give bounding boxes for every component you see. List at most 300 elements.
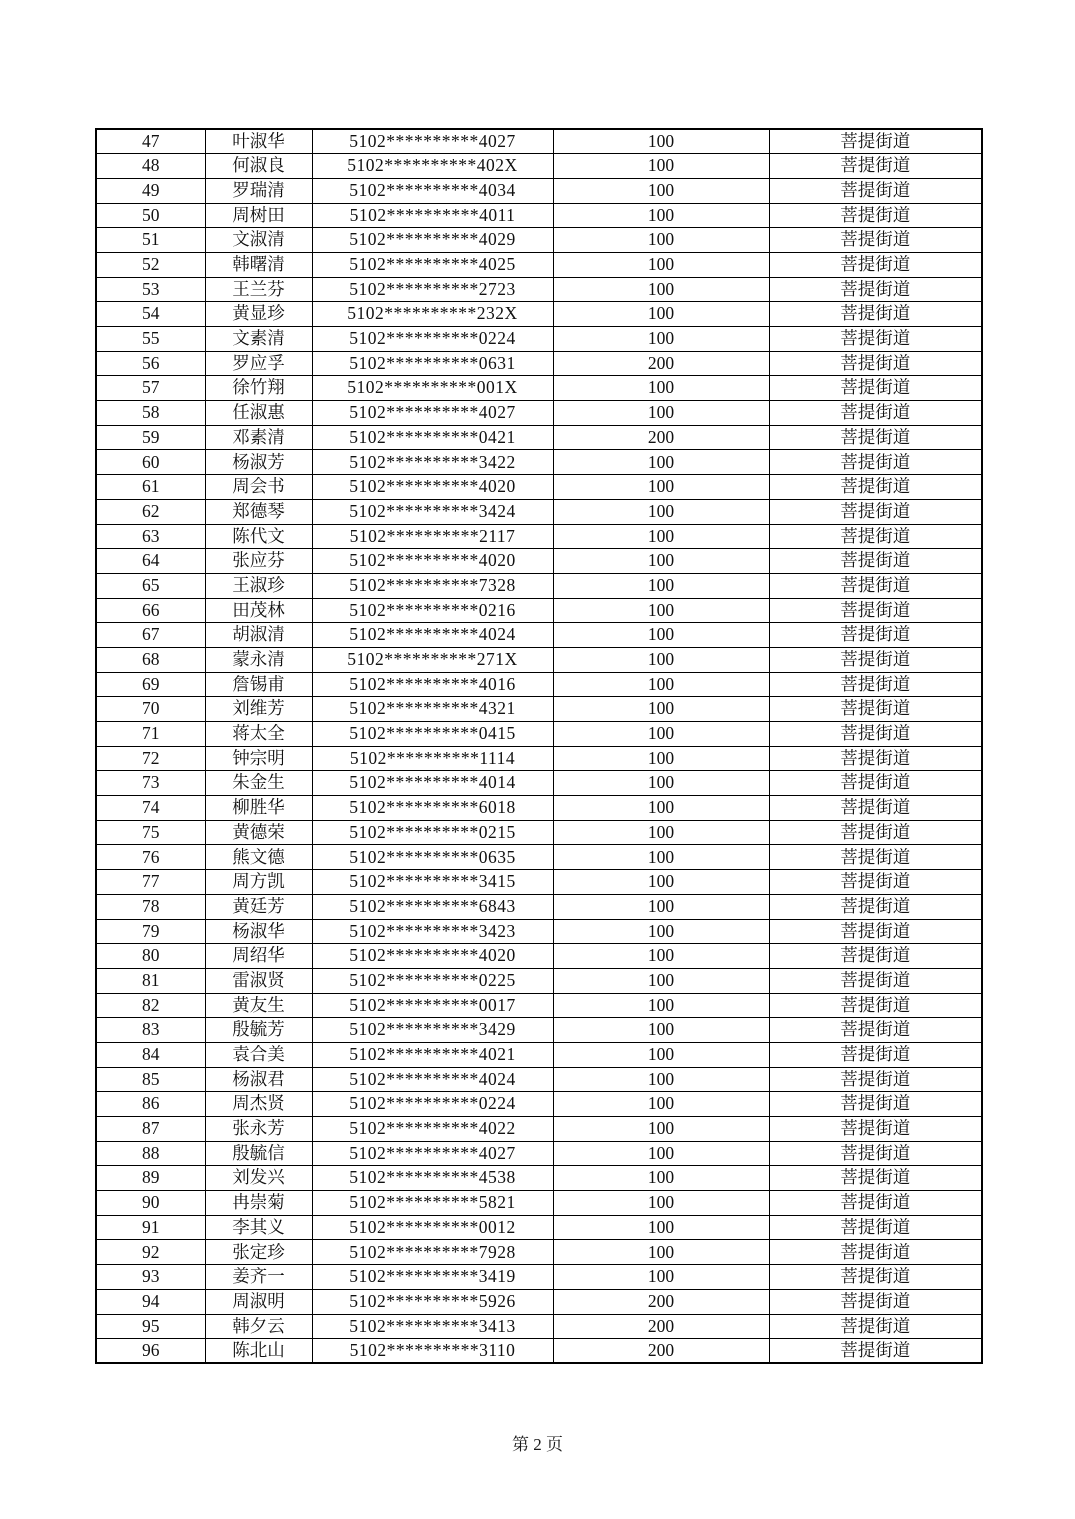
cell-id-number: 5102**********4029 (312, 228, 553, 253)
table-row (96, 672, 982, 697)
cell-row-number: 56 (96, 351, 205, 376)
cell-row-number: 78 (96, 894, 205, 919)
table-row (96, 178, 982, 203)
cell-street: 菩提街道 (769, 549, 982, 574)
cell-name: 张应芬 (205, 549, 312, 574)
table-row (96, 327, 982, 352)
cell-id-number: 5102**********4034 (312, 178, 553, 203)
cell-amount: 100 (553, 178, 769, 203)
cell-amount: 100 (553, 1215, 769, 1240)
cell-id-number: 5102**********3423 (312, 919, 553, 944)
cell-name: 胡淑清 (205, 623, 312, 648)
table-row (96, 401, 982, 426)
cell-name: 王兰芬 (205, 277, 312, 302)
cell-id-number: 5102**********3413 (312, 1314, 553, 1339)
cell-amount: 100 (553, 746, 769, 771)
cell-id-number: 5102**********0215 (312, 820, 553, 845)
cell-row-number: 88 (96, 1141, 205, 1166)
cell-name: 殷毓芳 (205, 1018, 312, 1043)
cell-id-number: 5102**********5821 (312, 1191, 553, 1216)
cell-street: 菩提街道 (769, 228, 982, 253)
cell-id-number: 5102**********2117 (312, 524, 553, 549)
table-row (96, 549, 982, 574)
cell-street: 菩提街道 (769, 919, 982, 944)
cell-id-number: 5102**********001X (312, 376, 553, 401)
cell-street: 菩提街道 (769, 771, 982, 796)
cell-street: 菩提街道 (769, 1191, 982, 1216)
cell-amount: 100 (553, 1166, 769, 1191)
cell-street: 菩提街道 (769, 573, 982, 598)
table-row (96, 351, 982, 376)
cell-name: 周绍华 (205, 944, 312, 969)
cell-amount: 100 (553, 302, 769, 327)
cell-amount: 100 (553, 1240, 769, 1265)
cell-street: 菩提街道 (769, 894, 982, 919)
table-body (96, 129, 982, 1363)
cell-street: 菩提街道 (769, 1265, 982, 1290)
table-row (96, 697, 982, 722)
cell-id-number: 5102**********3424 (312, 499, 553, 524)
cell-row-number: 62 (96, 499, 205, 524)
cell-amount: 100 (553, 1042, 769, 1067)
cell-name: 熊文德 (205, 845, 312, 870)
cell-amount: 100 (553, 228, 769, 253)
cell-id-number: 5102**********0017 (312, 993, 553, 1018)
cell-row-number: 90 (96, 1191, 205, 1216)
cell-amount: 100 (553, 771, 769, 796)
cell-street: 菩提街道 (769, 524, 982, 549)
cell-id-number: 5102**********4011 (312, 203, 553, 228)
cell-street: 菩提街道 (769, 623, 982, 648)
cell-street: 菩提街道 (769, 746, 982, 771)
cell-id-number: 5102**********0224 (312, 327, 553, 352)
cell-street: 菩提街道 (769, 647, 982, 672)
cell-id-number: 5102**********5926 (312, 1289, 553, 1314)
table-row (96, 1289, 982, 1314)
cell-name: 陈代文 (205, 524, 312, 549)
cell-id-number: 5102**********3422 (312, 450, 553, 475)
cell-amount: 100 (553, 968, 769, 993)
cell-amount: 100 (553, 1018, 769, 1043)
cell-street: 菩提街道 (769, 475, 982, 500)
cell-amount: 100 (553, 944, 769, 969)
table-row (96, 475, 982, 500)
cell-row-number: 59 (96, 425, 205, 450)
cell-amount: 100 (553, 524, 769, 549)
cell-name: 姜齐一 (205, 1265, 312, 1290)
cell-row-number: 49 (96, 178, 205, 203)
cell-street: 菩提街道 (769, 845, 982, 870)
cell-name: 何淑良 (205, 154, 312, 179)
cell-id-number: 5102**********0012 (312, 1215, 553, 1240)
cell-row-number: 68 (96, 647, 205, 672)
cell-row-number: 89 (96, 1166, 205, 1191)
cell-street: 菩提街道 (769, 203, 982, 228)
cell-name: 文素清 (205, 327, 312, 352)
cell-id-number: 5102**********4016 (312, 672, 553, 697)
cell-amount: 100 (553, 697, 769, 722)
table-row (96, 771, 982, 796)
cell-street: 菩提街道 (769, 376, 982, 401)
cell-street: 菩提街道 (769, 697, 982, 722)
table-row (96, 376, 982, 401)
cell-street: 菩提街道 (769, 944, 982, 969)
cell-row-number: 51 (96, 228, 205, 253)
cell-amount: 200 (553, 1314, 769, 1339)
cell-street: 菩提街道 (769, 968, 982, 993)
cell-id-number: 5102**********4321 (312, 697, 553, 722)
table-row (96, 203, 982, 228)
cell-row-number: 81 (96, 968, 205, 993)
table-row (96, 154, 982, 179)
cell-name: 黄友生 (205, 993, 312, 1018)
cell-id-number: 5102**********4024 (312, 623, 553, 648)
cell-name: 李其义 (205, 1215, 312, 1240)
table-row (96, 277, 982, 302)
cell-id-number: 5102**********4027 (312, 1141, 553, 1166)
table-row (96, 870, 982, 895)
cell-amount: 200 (553, 351, 769, 376)
cell-name: 黄显珍 (205, 302, 312, 327)
cell-name: 周方凯 (205, 870, 312, 895)
cell-street: 菩提街道 (769, 598, 982, 623)
cell-street: 菩提街道 (769, 1042, 982, 1067)
cell-id-number: 5102**********232X (312, 302, 553, 327)
cell-row-number: 92 (96, 1240, 205, 1265)
cell-row-number: 80 (96, 944, 205, 969)
cell-id-number: 5102**********0635 (312, 845, 553, 870)
cell-id-number: 5102**********0224 (312, 1092, 553, 1117)
cell-name: 杨淑君 (205, 1067, 312, 1092)
cell-name: 任淑惠 (205, 401, 312, 426)
table-row (96, 499, 982, 524)
cell-name: 黄廷芳 (205, 894, 312, 919)
cell-amount: 100 (553, 475, 769, 500)
table-row (96, 746, 982, 771)
cell-name: 叶淑华 (205, 129, 312, 154)
table-row (96, 944, 982, 969)
cell-amount: 100 (553, 820, 769, 845)
cell-name: 周淑明 (205, 1289, 312, 1314)
cell-id-number: 5102**********7928 (312, 1240, 553, 1265)
cell-id-number: 5102**********4025 (312, 252, 553, 277)
cell-row-number: 86 (96, 1092, 205, 1117)
cell-amount: 200 (553, 1339, 769, 1364)
table-row (96, 129, 982, 154)
cell-row-number: 50 (96, 203, 205, 228)
table-row (96, 1191, 982, 1216)
cell-row-number: 79 (96, 919, 205, 944)
cell-amount: 100 (553, 993, 769, 1018)
cell-name: 罗瑞清 (205, 178, 312, 203)
cell-row-number: 75 (96, 820, 205, 845)
cell-row-number: 76 (96, 845, 205, 870)
cell-id-number: 5102**********3415 (312, 870, 553, 895)
cell-id-number: 5102**********6018 (312, 796, 553, 821)
cell-id-number: 5102**********271X (312, 647, 553, 672)
cell-name: 郑德琴 (205, 499, 312, 524)
cell-row-number: 70 (96, 697, 205, 722)
cell-amount: 100 (553, 894, 769, 919)
subsidy-list-table (95, 128, 983, 1364)
cell-name: 罗应孚 (205, 351, 312, 376)
table-row (96, 1042, 982, 1067)
cell-row-number: 60 (96, 450, 205, 475)
cell-street: 菩提街道 (769, 1314, 982, 1339)
cell-street: 菩提街道 (769, 672, 982, 697)
cell-id-number: 5102**********0225 (312, 968, 553, 993)
table-row (96, 1018, 982, 1043)
cell-street: 菩提街道 (769, 1018, 982, 1043)
cell-row-number: 84 (96, 1042, 205, 1067)
cell-id-number: 5102**********0216 (312, 598, 553, 623)
cell-name: 刘发兴 (205, 1166, 312, 1191)
cell-id-number: 5102**********4024 (312, 1067, 553, 1092)
cell-id-number: 5102**********4027 (312, 401, 553, 426)
cell-row-number: 61 (96, 475, 205, 500)
cell-id-number: 5102**********4538 (312, 1166, 553, 1191)
cell-row-number: 48 (96, 154, 205, 179)
cell-name: 黄德荣 (205, 820, 312, 845)
cell-row-number: 83 (96, 1018, 205, 1043)
cell-id-number: 5102**********3429 (312, 1018, 553, 1043)
cell-street: 菩提街道 (769, 1141, 982, 1166)
cell-row-number: 69 (96, 672, 205, 697)
cell-name: 蒙永清 (205, 647, 312, 672)
cell-amount: 100 (553, 1191, 769, 1216)
cell-name: 殷毓信 (205, 1141, 312, 1166)
cell-amount: 100 (553, 252, 769, 277)
table-row (96, 993, 982, 1018)
table-row (96, 1215, 982, 1240)
cell-street: 菩提街道 (769, 252, 982, 277)
cell-row-number: 96 (96, 1339, 205, 1364)
cell-street: 菩提街道 (769, 401, 982, 426)
table-row (96, 1339, 982, 1364)
cell-street: 菩提街道 (769, 327, 982, 352)
cell-row-number: 66 (96, 598, 205, 623)
cell-name: 杨淑华 (205, 919, 312, 944)
cell-row-number: 54 (96, 302, 205, 327)
cell-id-number: 5102**********3419 (312, 1265, 553, 1290)
cell-amount: 100 (553, 1141, 769, 1166)
cell-street: 菩提街道 (769, 129, 982, 154)
cell-row-number: 72 (96, 746, 205, 771)
cell-street: 菩提街道 (769, 1166, 982, 1191)
cell-id-number: 5102**********4022 (312, 1117, 553, 1142)
cell-name: 韩曙清 (205, 252, 312, 277)
cell-row-number: 71 (96, 722, 205, 747)
table-row (96, 573, 982, 598)
cell-amount: 100 (553, 549, 769, 574)
cell-id-number: 5102**********0415 (312, 722, 553, 747)
cell-amount: 100 (553, 203, 769, 228)
table-row (96, 1141, 982, 1166)
cell-amount: 100 (553, 647, 769, 672)
cell-id-number: 5102**********3110 (312, 1339, 553, 1364)
cell-row-number: 91 (96, 1215, 205, 1240)
cell-name: 韩夕云 (205, 1314, 312, 1339)
table-row (96, 1265, 982, 1290)
cell-street: 菩提街道 (769, 450, 982, 475)
cell-amount: 100 (553, 129, 769, 154)
table-row (96, 1240, 982, 1265)
cell-name: 周会书 (205, 475, 312, 500)
cell-street: 菩提街道 (769, 1289, 982, 1314)
cell-row-number: 73 (96, 771, 205, 796)
cell-name: 文淑清 (205, 228, 312, 253)
cell-amount: 100 (553, 401, 769, 426)
cell-amount: 100 (553, 845, 769, 870)
cell-id-number: 5102**********4021 (312, 1042, 553, 1067)
cell-name: 钟宗明 (205, 746, 312, 771)
table-row (96, 722, 982, 747)
cell-row-number: 52 (96, 252, 205, 277)
cell-street: 菩提街道 (769, 796, 982, 821)
cell-id-number: 5102**********4020 (312, 549, 553, 574)
cell-row-number: 63 (96, 524, 205, 549)
cell-amount: 100 (553, 1117, 769, 1142)
cell-row-number: 82 (96, 993, 205, 1018)
cell-amount: 100 (553, 870, 769, 895)
cell-name: 雷淑贤 (205, 968, 312, 993)
cell-street: 菩提街道 (769, 1215, 982, 1240)
cell-amount: 100 (553, 376, 769, 401)
cell-street: 菩提街道 (769, 820, 982, 845)
cell-street: 菩提街道 (769, 425, 982, 450)
table-row (96, 919, 982, 944)
cell-row-number: 64 (96, 549, 205, 574)
table-row (96, 524, 982, 549)
cell-id-number: 5102**********4027 (312, 129, 553, 154)
cell-row-number: 57 (96, 376, 205, 401)
cell-row-number: 53 (96, 277, 205, 302)
cell-id-number: 5102**********6843 (312, 894, 553, 919)
table-row (96, 1314, 982, 1339)
cell-row-number: 85 (96, 1067, 205, 1092)
cell-id-number: 5102**********4020 (312, 475, 553, 500)
cell-amount: 100 (553, 672, 769, 697)
table-row (96, 1092, 982, 1117)
cell-name: 周杰贤 (205, 1092, 312, 1117)
cell-row-number: 74 (96, 796, 205, 821)
cell-street: 菩提街道 (769, 277, 982, 302)
cell-id-number: 5102**********1114 (312, 746, 553, 771)
table-row (96, 647, 982, 672)
cell-name: 周树田 (205, 203, 312, 228)
cell-row-number: 87 (96, 1117, 205, 1142)
table-row (96, 968, 982, 993)
cell-id-number: 5102**********2723 (312, 277, 553, 302)
cell-name: 徐竹翔 (205, 376, 312, 401)
cell-id-number: 5102**********4020 (312, 944, 553, 969)
cell-id-number: 5102**********402X (312, 154, 553, 179)
cell-street: 菩提街道 (769, 302, 982, 327)
cell-amount: 100 (553, 277, 769, 302)
cell-name: 张定珍 (205, 1240, 312, 1265)
cell-amount: 200 (553, 425, 769, 450)
cell-name: 蒋太全 (205, 722, 312, 747)
cell-row-number: 93 (96, 1265, 205, 1290)
cell-amount: 100 (553, 1092, 769, 1117)
cell-street: 菩提街道 (769, 870, 982, 895)
table-row (96, 302, 982, 327)
cell-street: 菩提街道 (769, 722, 982, 747)
cell-amount: 100 (553, 573, 769, 598)
table-row (96, 820, 982, 845)
cell-row-number: 47 (96, 129, 205, 154)
table-row (96, 450, 982, 475)
table-row (96, 1067, 982, 1092)
table-row (96, 1117, 982, 1142)
cell-name: 袁合美 (205, 1042, 312, 1067)
cell-row-number: 55 (96, 327, 205, 352)
cell-row-number: 65 (96, 573, 205, 598)
cell-street: 菩提街道 (769, 993, 982, 1018)
table-row (96, 623, 982, 648)
cell-name: 陈北山 (205, 1339, 312, 1364)
cell-amount: 100 (553, 722, 769, 747)
cell-name: 冉崇菊 (205, 1191, 312, 1216)
cell-id-number: 5102**********0631 (312, 351, 553, 376)
cell-id-number: 5102**********0421 (312, 425, 553, 450)
cell-street: 菩提街道 (769, 499, 982, 524)
table-row (96, 845, 982, 870)
cell-amount: 100 (553, 796, 769, 821)
cell-name: 刘维芳 (205, 697, 312, 722)
cell-amount: 100 (553, 450, 769, 475)
cell-name: 田茂林 (205, 598, 312, 623)
table-row (96, 252, 982, 277)
table-row (96, 796, 982, 821)
cell-name: 张永芳 (205, 1117, 312, 1142)
cell-street: 菩提街道 (769, 1092, 982, 1117)
cell-amount: 100 (553, 327, 769, 352)
cell-amount: 100 (553, 499, 769, 524)
cell-street: 菩提街道 (769, 1117, 982, 1142)
table-row (96, 425, 982, 450)
cell-row-number: 58 (96, 401, 205, 426)
cell-amount: 100 (553, 919, 769, 944)
cell-street: 菩提街道 (769, 351, 982, 376)
cell-name: 詹锡甫 (205, 672, 312, 697)
cell-amount: 100 (553, 1265, 769, 1290)
cell-row-number: 94 (96, 1289, 205, 1314)
cell-name: 杨淑芳 (205, 450, 312, 475)
table-row (96, 1166, 982, 1191)
cell-street: 菩提街道 (769, 178, 982, 203)
cell-amount: 200 (553, 1289, 769, 1314)
cell-street: 菩提街道 (769, 1067, 982, 1092)
cell-row-number: 95 (96, 1314, 205, 1339)
table-row (96, 894, 982, 919)
cell-row-number: 67 (96, 623, 205, 648)
cell-id-number: 5102**********4014 (312, 771, 553, 796)
cell-amount: 100 (553, 598, 769, 623)
cell-name: 柳胜华 (205, 796, 312, 821)
cell-name: 王淑珍 (205, 573, 312, 598)
table-row (96, 598, 982, 623)
cell-amount: 100 (553, 1067, 769, 1092)
cell-street: 菩提街道 (769, 1339, 982, 1364)
cell-id-number: 5102**********7328 (312, 573, 553, 598)
cell-name: 朱金生 (205, 771, 312, 796)
cell-amount: 100 (553, 154, 769, 179)
cell-name: 邓素清 (205, 425, 312, 450)
cell-street: 菩提街道 (769, 154, 982, 179)
cell-amount: 100 (553, 623, 769, 648)
cell-row-number: 77 (96, 870, 205, 895)
